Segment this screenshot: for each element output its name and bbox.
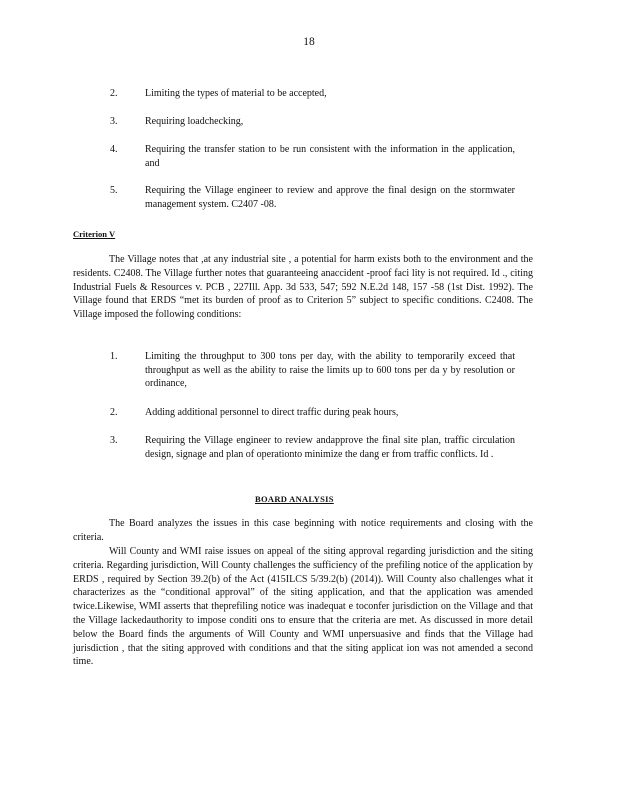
board-analysis-heading: BOARD ANALYSIS <box>255 494 334 504</box>
list-item-number: 2. <box>110 88 118 99</box>
list-item-number: 5. <box>110 185 118 196</box>
list-item-text: Requiring the Village engineer to review andapprove the final site plan, traffic circulation design, signage and plan of operationto minimize the dang er from traffic conflicts. Id . <box>145 435 515 460</box>
list-item-number: 4. <box>110 144 118 155</box>
list-item-text: Requiring the transfer station to be run consistent with the information in the application, and <box>145 144 515 169</box>
list-item-text: Limiting the throughput to 300 tons per day, with the ability to temporarily exceed that throughput as well as the ability to raise the limits up to 600 tons per da y by resolution or ordinance, <box>145 351 515 389</box>
list-item-number: 3. <box>110 116 118 127</box>
board-paragraph-2: Will County and WMI raise issues on appeal of the siting approval regarding jurisdiction and the siting criteria. Regarding jurisdiction, Will County challenges the sufficiency of the prefiling notice of the application by ERDS , required by Section 39.2(b) of the Act (415ILCS 5/39.2(b) (2014)). Will County also challenges what it characterizes as the “conditional approval” of the siting application, and that the application was amended twice.Likewise, WMI asserts that theprefiling notice was inadequat e toconfer jurisdiction on the Village and that the Village lackedauthority to impose conditi ons to ensure that the criteria are met. As discussed in more detail below the Board finds the arguments of Will County and WMI unpersuasive and finds that the Village had jurisdiction , that the siting approved with conditions and that the siting applicat ion was not amended a second time. <box>73 546 533 668</box>
list-item-number: 1. <box>110 351 118 362</box>
criterion-heading: Criterion V <box>73 229 116 239</box>
list-item-text: Limiting the types of material to be accepted, <box>145 88 327 99</box>
criterion-paragraph: The Village notes that ,at any industrial site , a potential for harm exists both to the environment and the residents. C2408. The Village further notes that guaranteeing anaccident -proof faci lity is not required. Id ., citing Industrial Fuels & Resources v. PCB , 227Ill. App. 3d 533, 547; 592 N.E.2d 148, 157 -58 (1st Dist. 1992). The Village found that ERDS “met its burden of proof as to Criterion 5” subject to specific conditions. C2408. The Village imposed the following conditions: <box>73 254 533 321</box>
list-item-text: Requiring loadchecking, <box>145 116 244 127</box>
list-item-number: 2. <box>110 407 118 418</box>
list-item-number: 3. <box>110 435 118 446</box>
list-item-text: Adding additional personnel to direct traffic during peak hours, <box>145 407 399 418</box>
board-paragraph-1: The Board analyzes the issues in this case beginning with notice requirements and closing with the criteria. <box>73 518 533 543</box>
list-item-text: Requiring the Village engineer to review and approve the final design on the stormwater management system. C2407 -08. <box>145 185 515 210</box>
page-number: 18 <box>303 36 315 48</box>
